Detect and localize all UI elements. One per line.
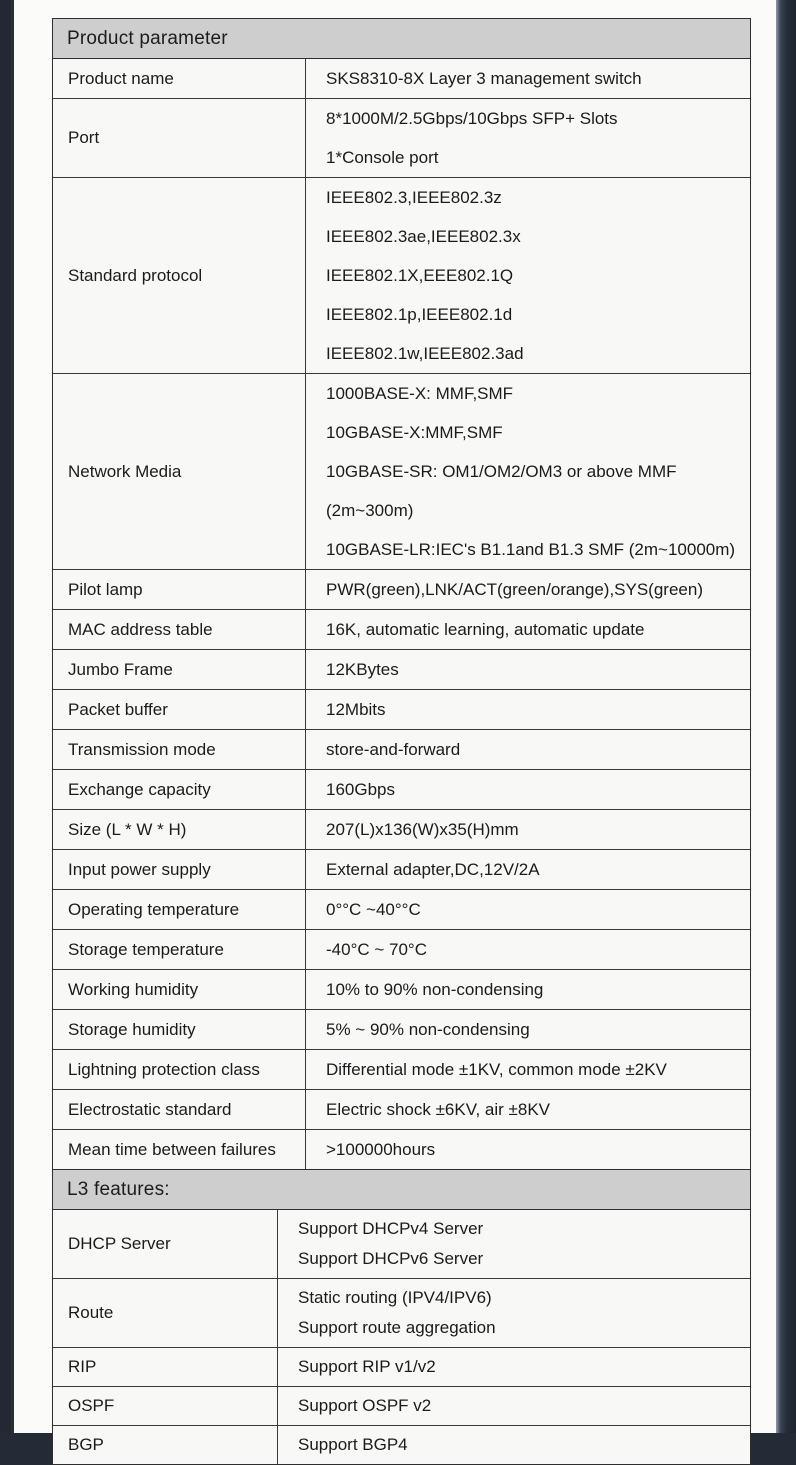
table-row xyxy=(53,1210,750,1279)
param-label: Pilot lamp xyxy=(53,570,306,609)
param-label: Storage humidity xyxy=(53,1010,306,1049)
param-value-line: Support DHCPv4 Server xyxy=(298,1219,484,1238)
param-label: Storage temperature xyxy=(53,930,306,969)
table-row xyxy=(53,570,750,610)
table-row xyxy=(53,178,750,374)
param-label: BGP xyxy=(53,1426,278,1464)
l3-features-table xyxy=(52,1169,751,1465)
param-value-line: store-and-forward xyxy=(326,740,461,759)
param-label: OSPF xyxy=(53,1387,278,1425)
param-value-line: 1*Console port xyxy=(326,148,439,167)
param-value xyxy=(306,970,750,1009)
param-value xyxy=(306,650,750,689)
table-row xyxy=(53,374,750,570)
spec-tables-wrapper xyxy=(14,0,776,1465)
table-row xyxy=(53,99,750,178)
param-label: Working humidity xyxy=(53,970,306,1009)
param-value-line: Static routing (IPV4/IPV6) xyxy=(298,1288,492,1307)
param-label: Lightning protection class xyxy=(53,1050,306,1089)
param-label: Route xyxy=(53,1279,278,1347)
param-label: Operating temperature xyxy=(53,890,306,929)
param-label: Port xyxy=(53,99,306,177)
param-value xyxy=(306,610,750,649)
param-value xyxy=(278,1426,750,1464)
table-row xyxy=(53,1426,750,1464)
table-row xyxy=(53,59,750,99)
param-value-line: 10GBASE-LR:IEC's B1.1and B1.3 SMF (2m~10000m) xyxy=(326,540,736,559)
param-value xyxy=(306,730,750,769)
param-value xyxy=(306,930,750,969)
param-value-line: -40°C ~ 70°C xyxy=(326,940,428,959)
section-header-product-parameter: Product parameter xyxy=(53,19,750,59)
param-value-line: IEEE802.3,IEEE802.3z xyxy=(326,188,502,207)
param-value xyxy=(306,690,750,729)
param-value xyxy=(306,810,750,849)
product-parameter-rows xyxy=(53,59,750,1169)
table-row xyxy=(53,1050,750,1090)
param-value-line: 1000BASE-X: MMF,SMF xyxy=(326,384,514,403)
param-label: Input power supply xyxy=(53,850,306,889)
param-label: Electrostatic standard xyxy=(53,1090,306,1129)
param-value-line: IEEE802.1w,IEEE802.3ad xyxy=(326,344,524,363)
param-value xyxy=(306,178,750,373)
param-value-line: 12Mbits xyxy=(326,700,386,719)
right-edge-band xyxy=(776,0,796,1433)
param-value-line: 10GBASE-SR: OM1/OM2/OM3 or above MMF xyxy=(326,462,677,481)
param-value xyxy=(306,374,750,569)
product-parameter-table xyxy=(52,18,751,1170)
table-row xyxy=(53,1090,750,1130)
param-label: Product name xyxy=(53,59,306,98)
param-label: Exchange capacity xyxy=(53,770,306,809)
table-row xyxy=(53,610,750,650)
param-value-line: IEEE802.3ae,IEEE802.3x xyxy=(326,227,521,246)
left-edge-band xyxy=(0,0,14,1433)
param-value-line: 5% ~ 90% non-condensing xyxy=(326,1020,530,1039)
param-value xyxy=(306,59,750,98)
param-value-line: Support DHCPv6 Server xyxy=(298,1249,484,1268)
param-value-line: >100000hours xyxy=(326,1140,436,1159)
param-value-line: 160Gbps xyxy=(326,780,395,799)
param-label: Size (L * W * H) xyxy=(53,810,306,849)
param-value xyxy=(306,1010,750,1049)
param-value-line: 207(L)x136(W)x35(H)mm xyxy=(326,820,519,839)
param-value-line: Electric shock ±6KV, air ±8KV xyxy=(326,1100,551,1119)
table-row xyxy=(53,650,750,690)
table-row xyxy=(53,1348,750,1387)
param-value-line: (2m~300m) xyxy=(326,501,414,520)
param-label: Mean time between failures xyxy=(53,1130,306,1169)
param-value xyxy=(306,890,750,929)
param-value-line: 10% to 90% non-condensing xyxy=(326,980,544,999)
content-area xyxy=(14,0,776,1454)
param-value xyxy=(278,1348,750,1386)
param-value xyxy=(278,1210,750,1278)
param-value-line: IEEE802.1p,IEEE802.1d xyxy=(326,305,513,324)
param-label: Transmission mode xyxy=(53,730,306,769)
param-value-line: 16K, automatic learning, automatic update xyxy=(326,620,645,639)
param-value xyxy=(278,1279,750,1347)
table-row xyxy=(53,730,750,770)
table-row xyxy=(53,1279,750,1348)
param-value-line: 8*1000M/2.5Gbps/10Gbps SFP+ Slots xyxy=(326,109,618,128)
param-value-line: PWR(green),LNK/ACT(green/orange),SYS(green) xyxy=(326,580,703,599)
param-label: Standard protocol xyxy=(53,178,306,373)
param-label: Jumbo Frame xyxy=(53,650,306,689)
param-label: Network Media xyxy=(53,374,306,569)
param-value-line: 0°°C ~40°°C xyxy=(326,900,421,919)
param-value-line: Support RIP v1/v2 xyxy=(298,1357,436,1376)
table-row xyxy=(53,1387,750,1426)
param-value xyxy=(306,1130,750,1169)
table-row xyxy=(53,1130,750,1169)
param-value xyxy=(278,1387,750,1425)
table-row xyxy=(53,930,750,970)
param-value xyxy=(306,99,750,177)
table-row xyxy=(53,770,750,810)
table-row xyxy=(53,890,750,930)
l3-features-rows xyxy=(53,1210,750,1464)
table-row xyxy=(53,690,750,730)
param-label: DHCP Server xyxy=(53,1210,278,1278)
param-value-line: SKS8310-8X Layer 3 management switch xyxy=(326,69,642,88)
table-row xyxy=(53,850,750,890)
param-value xyxy=(306,850,750,889)
param-value-line: Support BGP4 xyxy=(298,1435,408,1454)
section-header-l3-features: L3 features: xyxy=(53,1170,750,1210)
table-row xyxy=(53,970,750,1010)
param-value xyxy=(306,1090,750,1129)
param-value-line: IEEE802.1X,EEE802.1Q xyxy=(326,266,514,285)
param-label: Packet buffer xyxy=(53,690,306,729)
param-value xyxy=(306,1050,750,1089)
param-label: MAC address table xyxy=(53,610,306,649)
param-label: RIP xyxy=(53,1348,278,1386)
param-value xyxy=(306,770,750,809)
param-value-line: Support OSPF v2 xyxy=(298,1396,432,1415)
table-row xyxy=(53,1010,750,1050)
param-value-line: Support route aggregation xyxy=(298,1318,496,1337)
param-value xyxy=(306,570,750,609)
param-value-line: 12KBytes xyxy=(326,660,399,679)
param-value-line: External adapter,DC,12V/2A xyxy=(326,860,540,879)
param-value-line: 10GBASE-X:MMF,SMF xyxy=(326,423,503,442)
table-row xyxy=(53,810,750,850)
param-value-line: Differential mode ±1KV, common mode ±2KV xyxy=(326,1060,667,1079)
